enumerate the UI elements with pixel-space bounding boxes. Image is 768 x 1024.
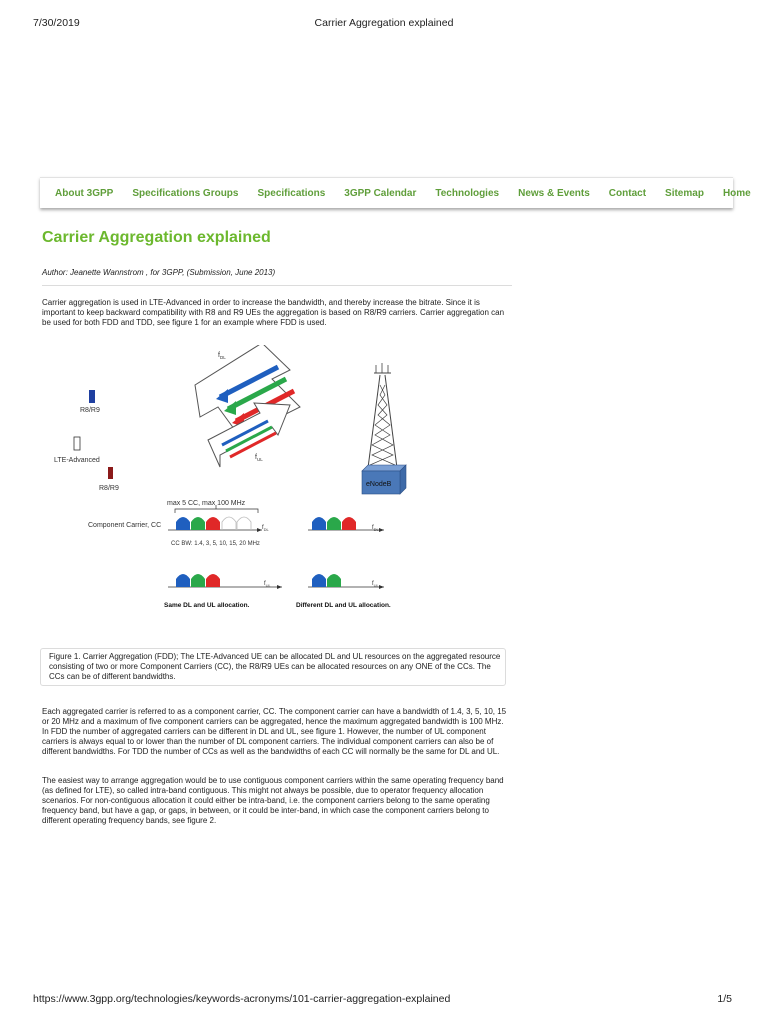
print-date: 7/30/2019 — [33, 17, 80, 29]
enodeb-box — [362, 465, 406, 494]
component-carrier-label: Component Carrier, CC — [88, 522, 162, 529]
nav-item-specifications-groups[interactable]: Specifications Groups — [132, 187, 239, 199]
enodeb-label: eNodeB — [366, 481, 392, 488]
page-title: Carrier Aggregation explained — [42, 229, 271, 246]
main-nav — [40, 177, 751, 208]
different-allocation-label: Different DL and UL allocation. — [296, 602, 391, 609]
nav-item-sitemap[interactable]: Sitemap — [665, 187, 704, 199]
cc-bw-label: CC BW: 1.4, 3, 5, 10, 15, 20 MHz — [171, 541, 260, 547]
nav-item-about[interactable]: About 3GPP — [55, 187, 114, 199]
nav-item-technologies[interactable]: Technologies — [435, 187, 500, 199]
pdf-header — [0, 17, 768, 33]
body-paragraph: The easiest way to arrange aggregation would be to use contiguous component carriers within the same operating frequency band (as defined for LTE), so called intra-band contiguous. This might not always be possible, due to operator frequency allocation scenarios. For non-contiguous allocation it could either be intra-band, i.e. the component carriers belong to the same operating frequency band, but have a gap, or gaps, in between, or it could be inter-band, in which case the component carriers belong to different operating frequency bands, see figure 2. — [42, 776, 504, 825]
svg-text:fDL: $f_{DL}$ — [262, 525, 269, 532]
pdf-footer — [0, 993, 768, 1009]
phone-icon — [108, 467, 113, 479]
divider — [42, 285, 512, 286]
figure-svg — [50, 345, 470, 620]
nav-item-contact[interactable]: Contact — [608, 187, 647, 199]
print-url[interactable]: https://www.3gpp.org/technologies/keywords-acronyms/101-carrier-aggregation-explained — [33, 993, 451, 1005]
r8r9-label: R8/R9 — [80, 407, 100, 414]
print-title: Carrier Aggregation explained — [314, 17, 454, 29]
phone-icon — [89, 390, 95, 403]
svg-text:fUL: $f_{UL}$ — [372, 581, 379, 588]
r8r9-label-2: R8/R9 — [99, 485, 119, 492]
intro-paragraph: Carrier aggregation is used in LTE-Advanced in order to increase the bandwidth, and thereby increase the bitrate. Since it is important to keep backward compatibility with R8 and R9 UEs the aggregation is based on R8/R9 carriers. Carrier aggregation can be used for both FDD and TDD, see figure 1 for an example where FDD is used. — [42, 298, 505, 327]
nav-item-specifications[interactable]: Specifications — [257, 187, 326, 199]
body-paragraph: Each aggregated carrier is referred to as a component carrier, CC. The component carrier can have a bandwidth of 1.4, 3, 5, 10, 15 or 20 MHz and a maximum of five component carriers can be aggregated, hence the maximum aggregated bandwidth is 100 MHz. In FDD the number of aggregated carriers can be different in DL and UL, see figure 1. However, the number of UL component carriers is always equal to or lower than the number of DL component carriers. The individual component carriers can also be of different bandwidths. For TDD the number of CCs as well as the bandwidths of each CC will normally be the same for DL and UL. — [42, 707, 507, 756]
svg-text:fDL: $f_{DL}$ — [372, 525, 379, 532]
nav-item-news-events[interactable]: News & Events — [518, 187, 590, 199]
carrier-aggregation-figure — [50, 345, 470, 620]
phone-icon — [74, 437, 80, 450]
page-number: 1/5 — [717, 993, 732, 1005]
figure-caption: Figure 1. Carrier Aggregation (FDD); The LTE-Advanced UE can be allocated DL and UL resources on the aggregated resource consisting of two or more Component Carriers (CC), the R8/R9 UEs can be allocated resources on any ONE of the CCs. The CCs can be of different bandwidths. — [40, 648, 506, 686]
fdl-label: $f_{DL}$ — [218, 352, 226, 360]
author-line: Author: Jeanette Wannstrom , for 3GPP, (Submission, June 2013) — [42, 268, 276, 277]
ful-label: $f_{UL}$ — [255, 454, 263, 462]
nav-item-home[interactable]: Home — [722, 187, 751, 199]
nav-item-calendar[interactable]: 3GPP Calendar — [344, 187, 417, 199]
lte-advanced-label: LTE-Advanced — [54, 457, 100, 464]
max-cc-label: max 5 CC, max 100 MHz — [167, 500, 246, 507]
same-allocation-label: Same DL and UL allocation. — [164, 602, 250, 609]
svg-text:fUL: $f_{UL}$ — [264, 581, 271, 588]
tower-icon — [368, 363, 397, 468]
